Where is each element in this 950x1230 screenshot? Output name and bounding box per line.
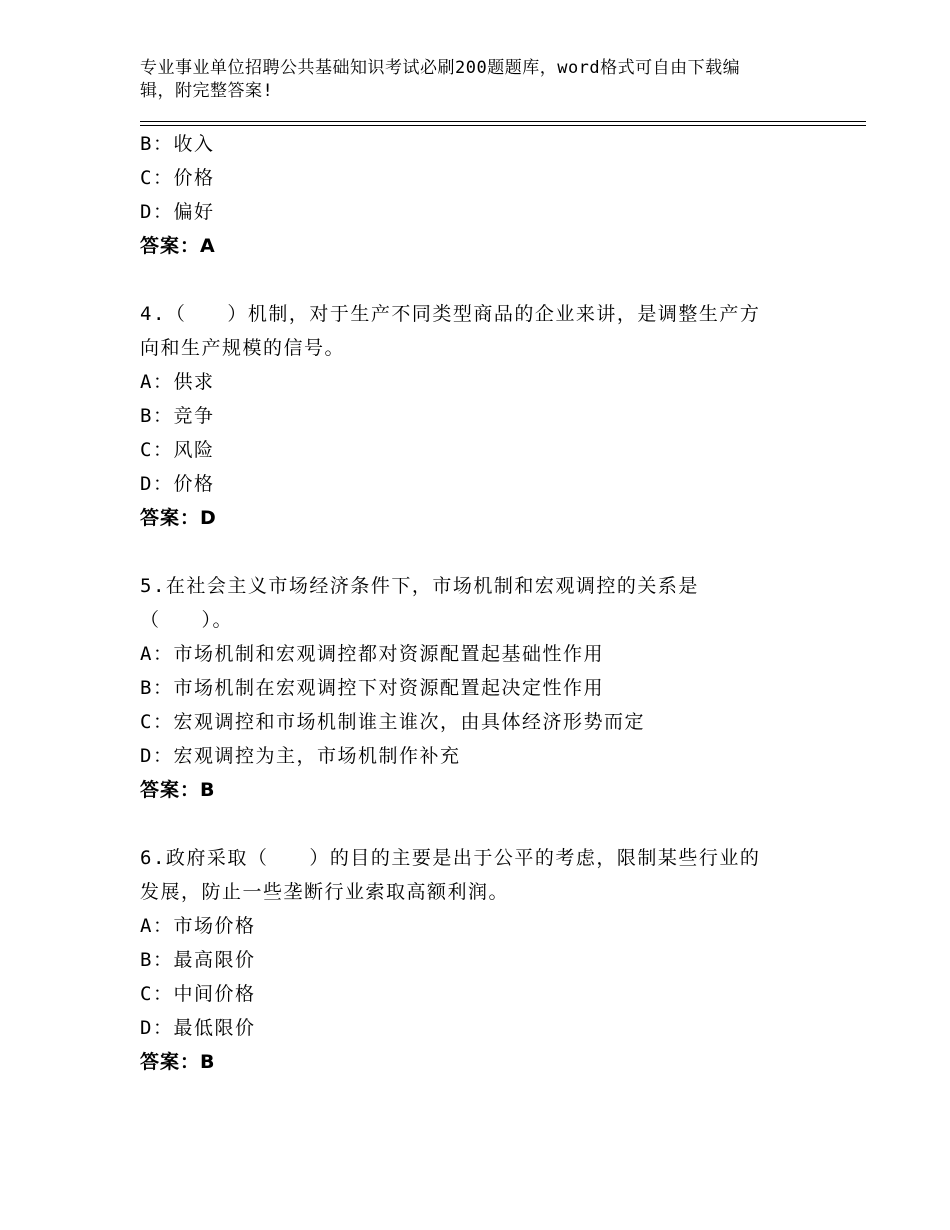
header-line-1: 专业事业单位招聘公共基础知识考试必刷200题题库，word格式可自由下载编 (140, 58, 741, 78)
question-stem-line: 4.（ ）机制，对于生产不同类型商品的企业来讲，是调整生产方 (140, 303, 761, 325)
option-b: B：收入 (140, 133, 215, 155)
header-double-rule (140, 121, 866, 126)
answer-line: 答案：B (140, 1051, 216, 1073)
option-d: D：宏观调控为主，市场机制作补充 (140, 745, 461, 767)
option-b: B：竞争 (140, 405, 215, 427)
question-stem-line: 6.政府采取（ ）的目的主要是出于公平的考虑，限制某些行业的 (140, 847, 761, 869)
question-stem-line: 5.在社会主义市场经济条件下，市场机制和宏观调控的关系是 (140, 575, 699, 597)
header-line-2: 辑，附完整答案! (140, 81, 274, 101)
option-b: B：市场机制在宏观调控下对资源配置起决定性作用 (140, 677, 604, 699)
answer-line: 答案：A (140, 235, 216, 257)
question-content (140, 127, 840, 1079)
question-6 (140, 841, 840, 1079)
question-stem-line: 向和生产规模的信号。 (140, 337, 346, 359)
option-a: A：供求 (140, 371, 215, 393)
option-d: D：最低限价 (140, 1017, 256, 1039)
option-a: A：市场价格 (140, 915, 256, 937)
spacer (140, 535, 840, 569)
prev-question (140, 127, 840, 263)
option-c: C：宏观调控和市场机制谁主谁次，由具体经济形势而定 (140, 711, 645, 733)
question-stem-line: （ ）。 (140, 609, 234, 631)
option-d: D：价格 (140, 473, 215, 495)
answer-line: 答案：D (140, 507, 217, 529)
question-5 (140, 569, 840, 807)
document-header (140, 57, 800, 103)
option-c: C：风险 (140, 439, 215, 461)
option-c: C：价格 (140, 167, 215, 189)
question-stem-line: 发展，防止一些垄断行业索取高额利润。 (140, 881, 510, 903)
question-4 (140, 297, 840, 535)
answer-line: 答案：B (140, 779, 216, 801)
spacer (140, 263, 840, 297)
option-a: A：市场机制和宏观调控都对资源配置起基础性作用 (140, 643, 604, 665)
option-b: B：最高限价 (140, 949, 256, 971)
spacer (140, 807, 840, 841)
option-d: D：偏好 (140, 201, 215, 223)
option-c: C：中间价格 (140, 983, 256, 1005)
